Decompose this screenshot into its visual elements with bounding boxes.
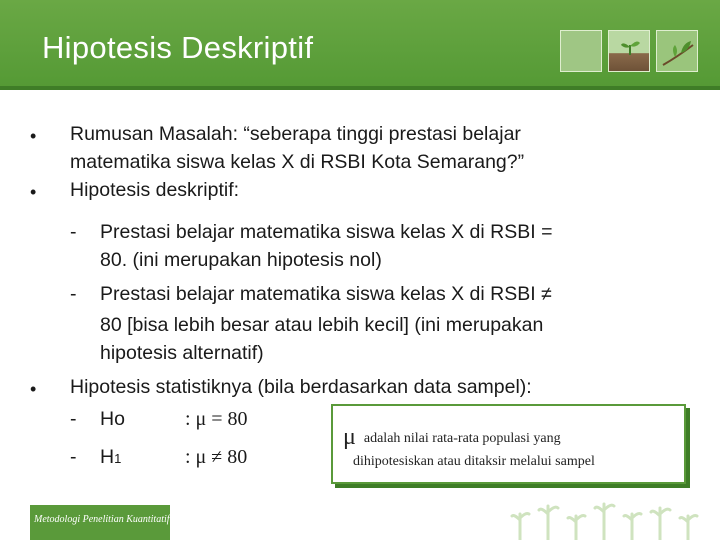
dash-marker: - xyxy=(70,408,77,430)
item2-line1: Hipotesis deskriptif: xyxy=(70,179,240,201)
h1-label-subscript: 1 xyxy=(114,451,122,466)
sub1-line2: 80. (ini merupakan hipotesis nol) xyxy=(100,249,382,271)
item1-line2: matematika siswa kelas X di RSBI Kota Semarang?” xyxy=(70,151,525,173)
bullet-marker: • xyxy=(30,182,37,202)
slide-title: Hipotesis Deskriptif xyxy=(42,30,314,65)
sub1-line1: Prestasi belajar matematika siswa kelas X di RSBI = xyxy=(100,221,553,243)
dash-marker: - xyxy=(70,446,77,468)
sprouts-decoration-icon xyxy=(510,480,700,540)
footer-text: Metodologi Penelitian Kuantitatif xyxy=(34,514,170,525)
mu-line1-text: adalah nilai rata-rata populasi yang xyxy=(363,431,561,446)
h1-label-main: H xyxy=(100,446,115,468)
sub2-line3: hipotesis alternatif) xyxy=(100,342,264,364)
dash-marker: - xyxy=(70,221,77,243)
item1-line1: Rumusan Masalah: “seberapa tinggi prestasi belajar xyxy=(70,123,521,145)
sub2-line2: 80 [bisa lebih besar atau lebih kecil] (ini merupakan xyxy=(100,314,544,336)
bullet-marker: • xyxy=(30,126,37,146)
mu-definition-box xyxy=(331,404,686,484)
h0-expression: : μ = 80 xyxy=(185,408,248,430)
h1-label xyxy=(100,443,121,473)
bullet-marker: • xyxy=(30,379,37,399)
h0-label: Ho xyxy=(100,408,125,430)
dash-marker: - xyxy=(70,283,77,305)
mu-definition-line1 xyxy=(343,424,561,451)
item3-line1: Hipotesis statistiknya (bila berdasarkan data sampel): xyxy=(70,376,532,398)
mu-symbol: μ xyxy=(343,424,356,450)
h1-expression: : μ ≠ 80 xyxy=(185,446,248,468)
mu-definition-line2: dihipotesiskan atau ditaksir melalui sampel xyxy=(353,454,595,469)
sub2-line1: Prestasi belajar matematika siswa kelas X di RSBI ≠ xyxy=(100,283,552,305)
